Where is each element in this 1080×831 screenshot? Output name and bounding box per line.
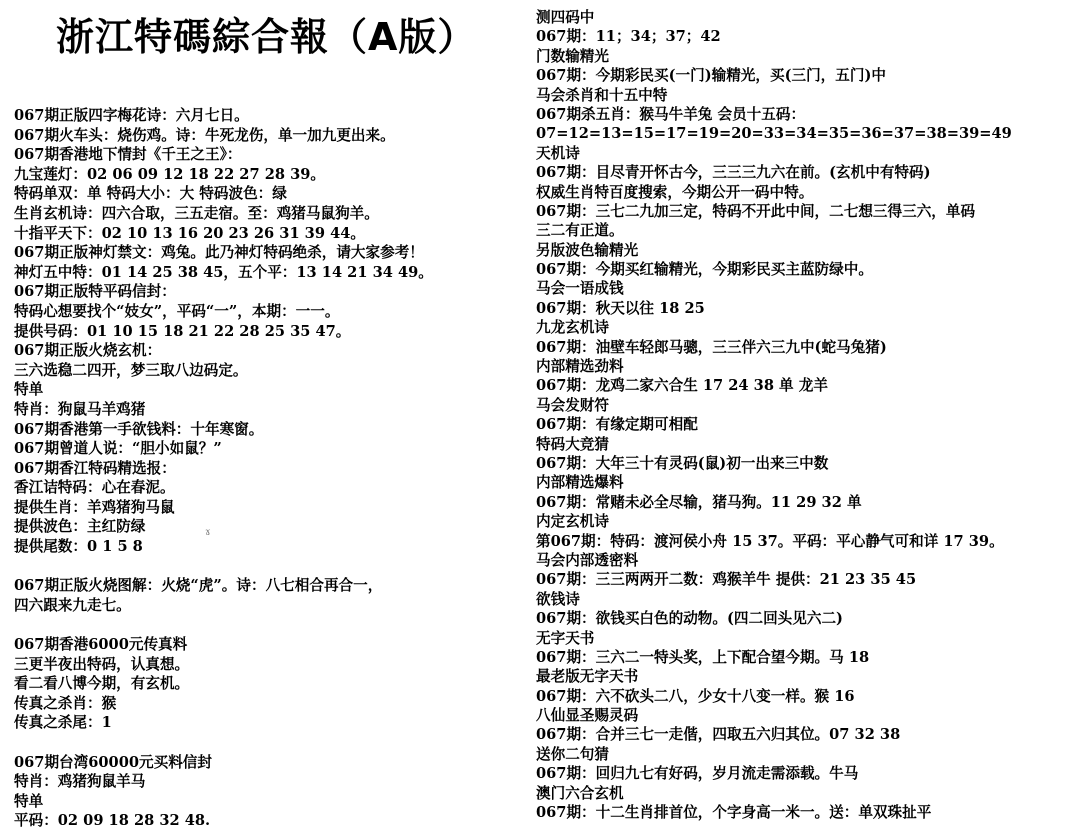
- text-line: 看二看八博今期，有玄机。: [14, 675, 190, 693]
- text-line: 067期：欲钱买白色的动物。(四二回头见六二): [536, 610, 843, 628]
- text-line: 生肖玄机诗：四六合取，三五走宿。至：鸡猪马鼠狗羊。: [14, 204, 379, 222]
- text-line: 067期：十二生肖排首位，个字身高一米一。送：单双珠扯平: [536, 804, 932, 822]
- text-line: 内部精选劲料: [536, 358, 624, 376]
- text-line: 无字天书: [536, 629, 595, 647]
- text-line: 特单: [14, 381, 44, 399]
- text-line: 门数输精光: [536, 47, 609, 65]
- text-line: 067期正版特平码信封：: [14, 283, 176, 301]
- text-line: 第067期：特码：渡河侯小舟 15 37。平码：平心静气可和详 17 39。: [536, 532, 1004, 550]
- text-line: 067期：合并三七一走偕，四取五六归其位。07 32 38: [536, 726, 901, 744]
- text-line: 十指平天下：02 10 13 16 20 23 26 31 39 44。: [14, 224, 365, 242]
- text-line: 067期：有缘定期可相配: [536, 416, 698, 434]
- text-line: 067期：三七二九加三定，特码不开此中间，二七想三得三六，单码: [536, 202, 976, 220]
- text-line: 八仙显圣赐灵码: [536, 707, 639, 725]
- text-line: 提供波色：主红防绿: [14, 518, 146, 536]
- text-line: 067期：回归九七有好码，岁月流走需添载。牛马: [536, 765, 859, 783]
- text-line: 九宝莲灯：02 06 09 12 18 22 27 28 39。: [14, 165, 325, 183]
- text-line: 067期：秋天以往 18 25: [536, 299, 705, 317]
- text-line: 特码心想要找个“妓女”，平码“一”，本期：一一。: [14, 302, 340, 320]
- blank-line: [14, 615, 514, 635]
- text-line: 067期正版火烧图解：火烧“虎”。诗：八七相合再合一，: [14, 577, 383, 595]
- text-line: 最老版无字天书: [536, 668, 639, 686]
- text-line: 提供号码：01 10 15 18 21 22 28 25 35 47。: [14, 322, 351, 340]
- text-line: 马会杀肖和十五中特: [536, 86, 668, 104]
- text-line: 067期：常赌未必全尽输，猪马狗。11 29 32 单: [536, 493, 862, 511]
- text-line: 067期香江特码精选报：: [14, 459, 176, 477]
- text-line: 送你二句猜: [536, 745, 609, 763]
- text-line: 香江诘特码：心在春泥。: [14, 479, 175, 497]
- text-line: 067期正版火烧玄机：: [14, 342, 162, 360]
- text-line: 特单: [14, 792, 44, 810]
- text-line: 测四码中: [536, 9, 595, 26]
- text-line: 另版波色输精光: [536, 241, 639, 259]
- text-line: 澳门六合玄机: [536, 784, 624, 802]
- text-line: 权威生肖特百度搜索，今期公开一码中特。: [536, 183, 814, 201]
- text-line: 提供尾数：0 1 5 8: [14, 538, 143, 556]
- text-line: 内定玄机诗: [536, 513, 609, 531]
- blank-line: [14, 557, 514, 577]
- blank-line: [14, 733, 514, 753]
- text-line: 内部精选爆料: [536, 474, 624, 492]
- text-line: 特肖：狗鼠马羊鸡猪: [14, 400, 146, 418]
- text-line: 067期香港第一手欲钱料：十年寒窗。: [14, 420, 264, 438]
- text-line: 067期香港地下情封《千王之王》：: [14, 146, 242, 164]
- left-column: [14, 106, 514, 831]
- text-line: 天机诗: [536, 144, 580, 162]
- text-line: 三更半夜出特码，认真想。: [14, 655, 190, 673]
- text-line: 067期：大年三十有灵码(鼠)初一出来三中数: [536, 454, 829, 472]
- text-line: 九龙玄机诗: [536, 319, 609, 337]
- page-title: 浙江特碼綜合報（A版）: [56, 15, 477, 59]
- text-line: 067期曾道人说：“胆小如鼠？”: [14, 440, 222, 458]
- text-line: 特肖：鸡猪狗鼠羊马: [14, 773, 146, 791]
- text-line: 067期香港6000元传真料: [14, 636, 188, 654]
- text-line: 067期：三六二一特头奖，上下配合望今期。马 18: [536, 648, 870, 666]
- text-line: 特码大竞猜: [536, 435, 609, 453]
- text-line: 067期正版四字梅花诗：六月七日。: [14, 107, 249, 124]
- text-line: 067期：11；34；37；42: [536, 28, 721, 46]
- text-line: 067期正版神灯禁文：鸡兔。此乃神灯特码绝杀，请大家参考！: [14, 244, 424, 262]
- text-line: 07=12=13=15=17=19=20=33=34=35=36=37=38=39=49: [536, 125, 1012, 143]
- text-line: 067期：目尽青开怀古今，三三三九六在前。(玄机中有特码): [536, 164, 931, 182]
- text-line: 欲钱诗: [536, 590, 580, 608]
- text-line: 067期：油壁车轻郎马骢，三三伴六三九中(蛇马兔猪): [536, 338, 887, 356]
- text-line: 特码单双：单 特码大小：大 特码波色：绿: [14, 185, 287, 203]
- text-line: 马会内部透密料: [536, 551, 639, 569]
- stray-mark: ɤ: [205, 527, 211, 538]
- text-line: 传真之杀尾：1: [14, 714, 112, 732]
- text-line: 马会一语成钱: [536, 280, 624, 298]
- text-line: 三二有正道。: [536, 222, 624, 240]
- right-column: [536, 8, 1076, 822]
- text-line: 提供生肖：羊鸡猪狗马鼠: [14, 498, 175, 516]
- text-line: 067期火车头：烧伤鸡。诗：牛死龙伤，单一加九更出来。: [14, 126, 395, 144]
- text-line: 067期台湾60000元买料信封: [14, 753, 212, 771]
- text-line: 三六选稳二四开，梦三取八边码定。: [14, 361, 248, 379]
- text-line: 067期杀五肖：猴马牛羊兔 会员十五码：: [536, 105, 806, 123]
- text-line: 067期：龙鸡二家六合生 17 24 38 单 龙羊: [536, 377, 828, 395]
- text-line: 神灯五中特：01 14 25 38 45，五个平：13 14 21 34 49。: [14, 263, 433, 281]
- text-line: 067期：六不砍头二八，少女十八变一样。猴 16: [536, 687, 855, 705]
- text-line: 马会发财符: [536, 396, 609, 414]
- text-line: 067期：今期买红输精光，今期彩民买主蓝防绿中。: [536, 261, 873, 279]
- text-line: 传真之杀肖：猴: [14, 694, 117, 712]
- text-line: 067期：今期彩民买(一门)输精光，买(三门，五门)中: [536, 67, 886, 85]
- text-line: 067期：三三两两开二数：鸡猴羊牛 提供：21 23 35 45: [536, 571, 917, 589]
- text-line: 平码：02 09 18 28 32 48.: [14, 812, 211, 830]
- text-line: 四六跟来九走七。: [14, 596, 131, 614]
